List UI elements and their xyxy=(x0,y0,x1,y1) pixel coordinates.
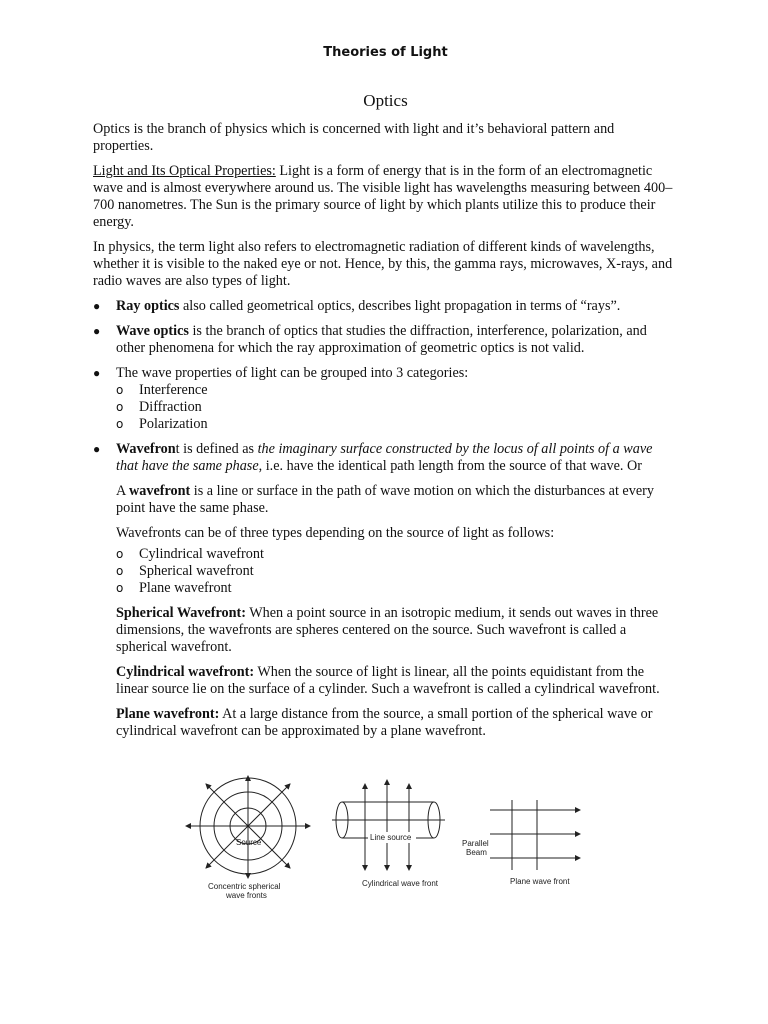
source-label: Source xyxy=(236,838,262,847)
line-source-label: Line source xyxy=(370,833,412,842)
parallel-label-line1: Parallel xyxy=(462,839,489,848)
section-title: Optics xyxy=(363,91,408,110)
circle-bullet-icon: o xyxy=(116,417,124,431)
physics-paragraph: In physics, the term light also refers to electromagnetic radiation of different kinds of wavelengths, whether it is visible to the naked eye or not. Hence, by this, the gamma rays, microwaves, X-rays, and radio waves are also types of light. xyxy=(93,239,673,289)
cylindrical-wavefront-diagram xyxy=(332,780,445,870)
spherical-caption-line2: wave fronts xyxy=(226,891,267,900)
list-item: o Cylindrical wavefront xyxy=(116,546,264,562)
bullet-icon: ● xyxy=(93,324,101,338)
wavefront-types-list xyxy=(116,546,678,597)
plane-wavefront-diagram xyxy=(490,800,580,870)
bullet-icon: ● xyxy=(93,442,101,456)
circle-bullet-icon: o xyxy=(116,547,124,561)
bullet-icon: ● xyxy=(93,299,101,313)
circle-bullet-icon: o xyxy=(116,564,124,578)
parallel-label-line2: Beam xyxy=(466,848,487,857)
wavefront-figure xyxy=(180,772,605,902)
wavefront-alt-paragraph: A wavefront is a line or surface in the path of wave motion on which the disturbances at every point have the same phase. xyxy=(116,483,654,516)
spherical-paragraph: Spherical Wavefront: When a point source in an isotropic medium, it sends out waves in three dimensions, the wavefronts are spheres centered on the source. Such wavefront is called a spherical wavefront. xyxy=(116,605,659,655)
light-properties-paragraph xyxy=(93,163,678,231)
circle-bullet-icon: o xyxy=(116,400,124,414)
ray-optics-term: Ray optics xyxy=(116,298,180,314)
bullet-wave-properties xyxy=(93,365,678,433)
cylindrical-paragraph: Cylindrical wavefront: When the source of light is linear, all the points equidistant from the linear source lie on the surface of a cylinder. Such a wavefront is called a cylindrical wavefront. xyxy=(116,664,660,697)
list-item: o Spherical wavefront xyxy=(116,563,254,579)
plane-caption: Plane wave front xyxy=(510,877,570,886)
spherical-caption-line1: Concentric spherical xyxy=(208,882,281,891)
ray-optics-text: also called geometrical optics, describes light propagation in terms of “rays”. xyxy=(179,298,621,314)
wavefront-types-paragraph: Wavefronts can be of three types depending on the source of light as follows: xyxy=(116,525,555,541)
spherical-wavefront-diagram xyxy=(186,776,310,878)
document-title: Theories of Light xyxy=(323,45,448,60)
intro-paragraph: Optics is the branch of physics which is concerned with light and it’s behavioral pattern and properties. xyxy=(93,121,615,154)
light-properties-text: Light is a form of energy that is in the form of an electromagnetic wave and is almost everywhere around us. The visible light has wavelengths measuring between 400–700 nanometres. The Sun is the primary source of light by which plants utilize this to produce their energy. xyxy=(93,163,673,230)
light-properties-heading: Light and Its Optical Properties: xyxy=(93,163,276,179)
wave-optics-text: is the branch of optics that studies the diffraction, interference, polarization, and other phenomena for which the ray approximation of geometric optics is not valid. xyxy=(116,323,647,356)
circle-bullet-icon: o xyxy=(116,383,124,397)
bullet-wavefront: ● Wavefront is defined as the imaginary surface constructed by the locus of all points of a wave that have the same phase, i.e. have the identical path length from the source of that wave. Or xyxy=(93,441,653,474)
wave-properties-text: The wave properties of light can be grouped into 3 categories: xyxy=(116,365,469,381)
wave-optics-term: Wave optics xyxy=(116,323,189,339)
circle-bullet-icon: o xyxy=(116,581,124,595)
bullet-wave-optics xyxy=(93,323,678,357)
document-page xyxy=(93,40,678,748)
bullet-ray-optics xyxy=(93,298,678,315)
list-item: o Interference xyxy=(116,382,208,398)
cylindrical-caption: Cylindrical wave front xyxy=(362,879,439,888)
list-item: o Diffraction xyxy=(116,399,202,415)
wavefront-details xyxy=(93,483,678,740)
list-item: o Plane wavefront xyxy=(116,580,232,596)
plane-paragraph: Plane wavefront: At a large distance from the source, a small portion of the spherical wave or cylindrical wavefront can be approximated by a plane wavefront. xyxy=(116,706,653,739)
list-item: o Polarization xyxy=(116,416,208,432)
wavefront-definition-italic: the imaginary surface constructed by the locus of all points of a wave that have the same phase xyxy=(116,441,653,474)
bullet-icon: ● xyxy=(93,366,101,380)
